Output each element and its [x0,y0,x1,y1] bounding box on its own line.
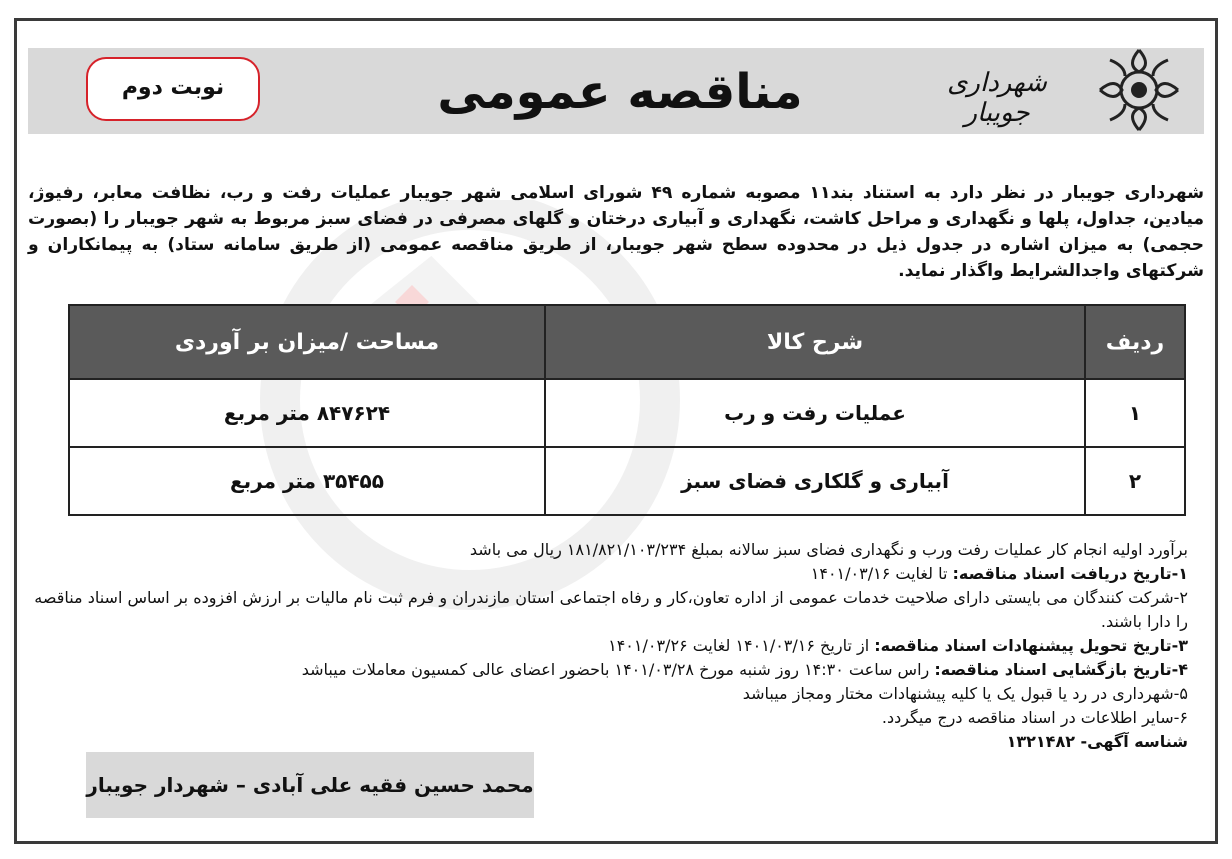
logo-text: شهرداری جویبار [947,68,1047,128]
ad-id-text: شناسه آگهی- ۱۳۲۱۴۸۲ [1006,732,1188,751]
item-3-label: ۳-تاریخ تحویل پیشنهادات اسناد مناقصه: [874,636,1188,655]
municipality-logo-icon [1092,40,1186,140]
table-row [69,379,1185,447]
item-1-label: ۱-تاریخ دریافت اسناد مناقصه: [952,564,1188,583]
item-1-value: تا لغایت ۱۴۰۱/۰۳/۱۶ [810,564,953,583]
signature-box: محمد حسین فقیه علی آبادی – شهردار جویبار [86,752,534,818]
cell-row-number: ۱ [1085,379,1185,447]
round-badge: نوبت دوم [86,57,260,121]
header-cell-description: شرح کالا [545,305,1085,379]
estimate-line: برآورد اولیه انجام کار عملیات رفت ورب و نگهداری فضای سبز سالانه بمبلغ ۱۸۱/۸۲۱/۱۰۳/۲۳۴ ریال می باشد [469,540,1188,559]
item-4-value: راس ساعت ۱۴:۳۰ روز شنبه مورخ ۱۴۰۱/۰۳/۲۸ باحضور اعضای عالی کمسیون معاملات میباشد [301,660,935,679]
table-header-row [69,305,1185,379]
cell-area: ۸۴۷۶۲۴ متر مربع [69,379,545,447]
item-6: ۶-سایر اطلاعات در اسناد مناقصه درج میگردد. [881,708,1188,727]
table-row [69,447,1185,515]
cell-area: ۳۵۴۵۵ متر مربع [69,447,545,515]
cell-row-number: ۲ [1085,447,1185,515]
item-5: ۵-شهرداری در رد یا قبول یک یا کلیه پیشنهادات مختار ومجاز میباشد [742,684,1188,703]
details-section [28,538,1188,754]
item-1 [28,562,1188,586]
item-4-label: ۴-تاریخ بازگشایی اسناد مناقصه: [934,660,1188,679]
items-table [68,304,1186,516]
cell-description: آبیاری و گلکاری فضای سبز [545,447,1085,515]
item-2: ۲-شرکت کنندگان می بایستی دارای صلاحیت خدمات عمومی از اداره تعاون،کار و رفاه اجتماعی استان مازندران و فرم ثبت نام مالیات بر ارزش افزوده بر اساس اسناد مناقصه را دارا باشند. [34,588,1188,631]
item-3 [28,634,1188,658]
header-cell-row: ردیف [1085,305,1185,379]
ad-id [28,730,1188,754]
item-4 [28,658,1188,682]
intro-paragraph: شهرداری جویبار در نظر دارد به استناد بند۱۱ مصوبه شماره ۴۹ شورای اسلامی شهر جویبار عملیات رفت و رب، نظافت معابر، رفیوژ، میادین، جداول، پلها و نگهداری و مراحل کاشت، نگهداری و آبیاری درختان و گلهای مصرفی در فضای سبز مربوط به شهر جویبار را (بصورت حجمی) به میزان اشاره در جدول ذیل در محدوده سطح شهر جویبار، از طریق مناقصه عمومی (از طریق سامانه ستاد) به پیمانکاران و شرکتهای واجدالشرایط واگذار نماید. [28,183,1204,281]
header-cell-area: مساحت /میزان بر آوردی [69,305,545,379]
item-3-value: از تاریخ ۱۴۰۱/۰۳/۱۶ لغایت ۱۴۰۱/۰۳/۲۶ [608,636,875,655]
cell-description: عملیات رفت و رب [545,379,1085,447]
page-title: مناقصه عمومی [437,64,803,120]
